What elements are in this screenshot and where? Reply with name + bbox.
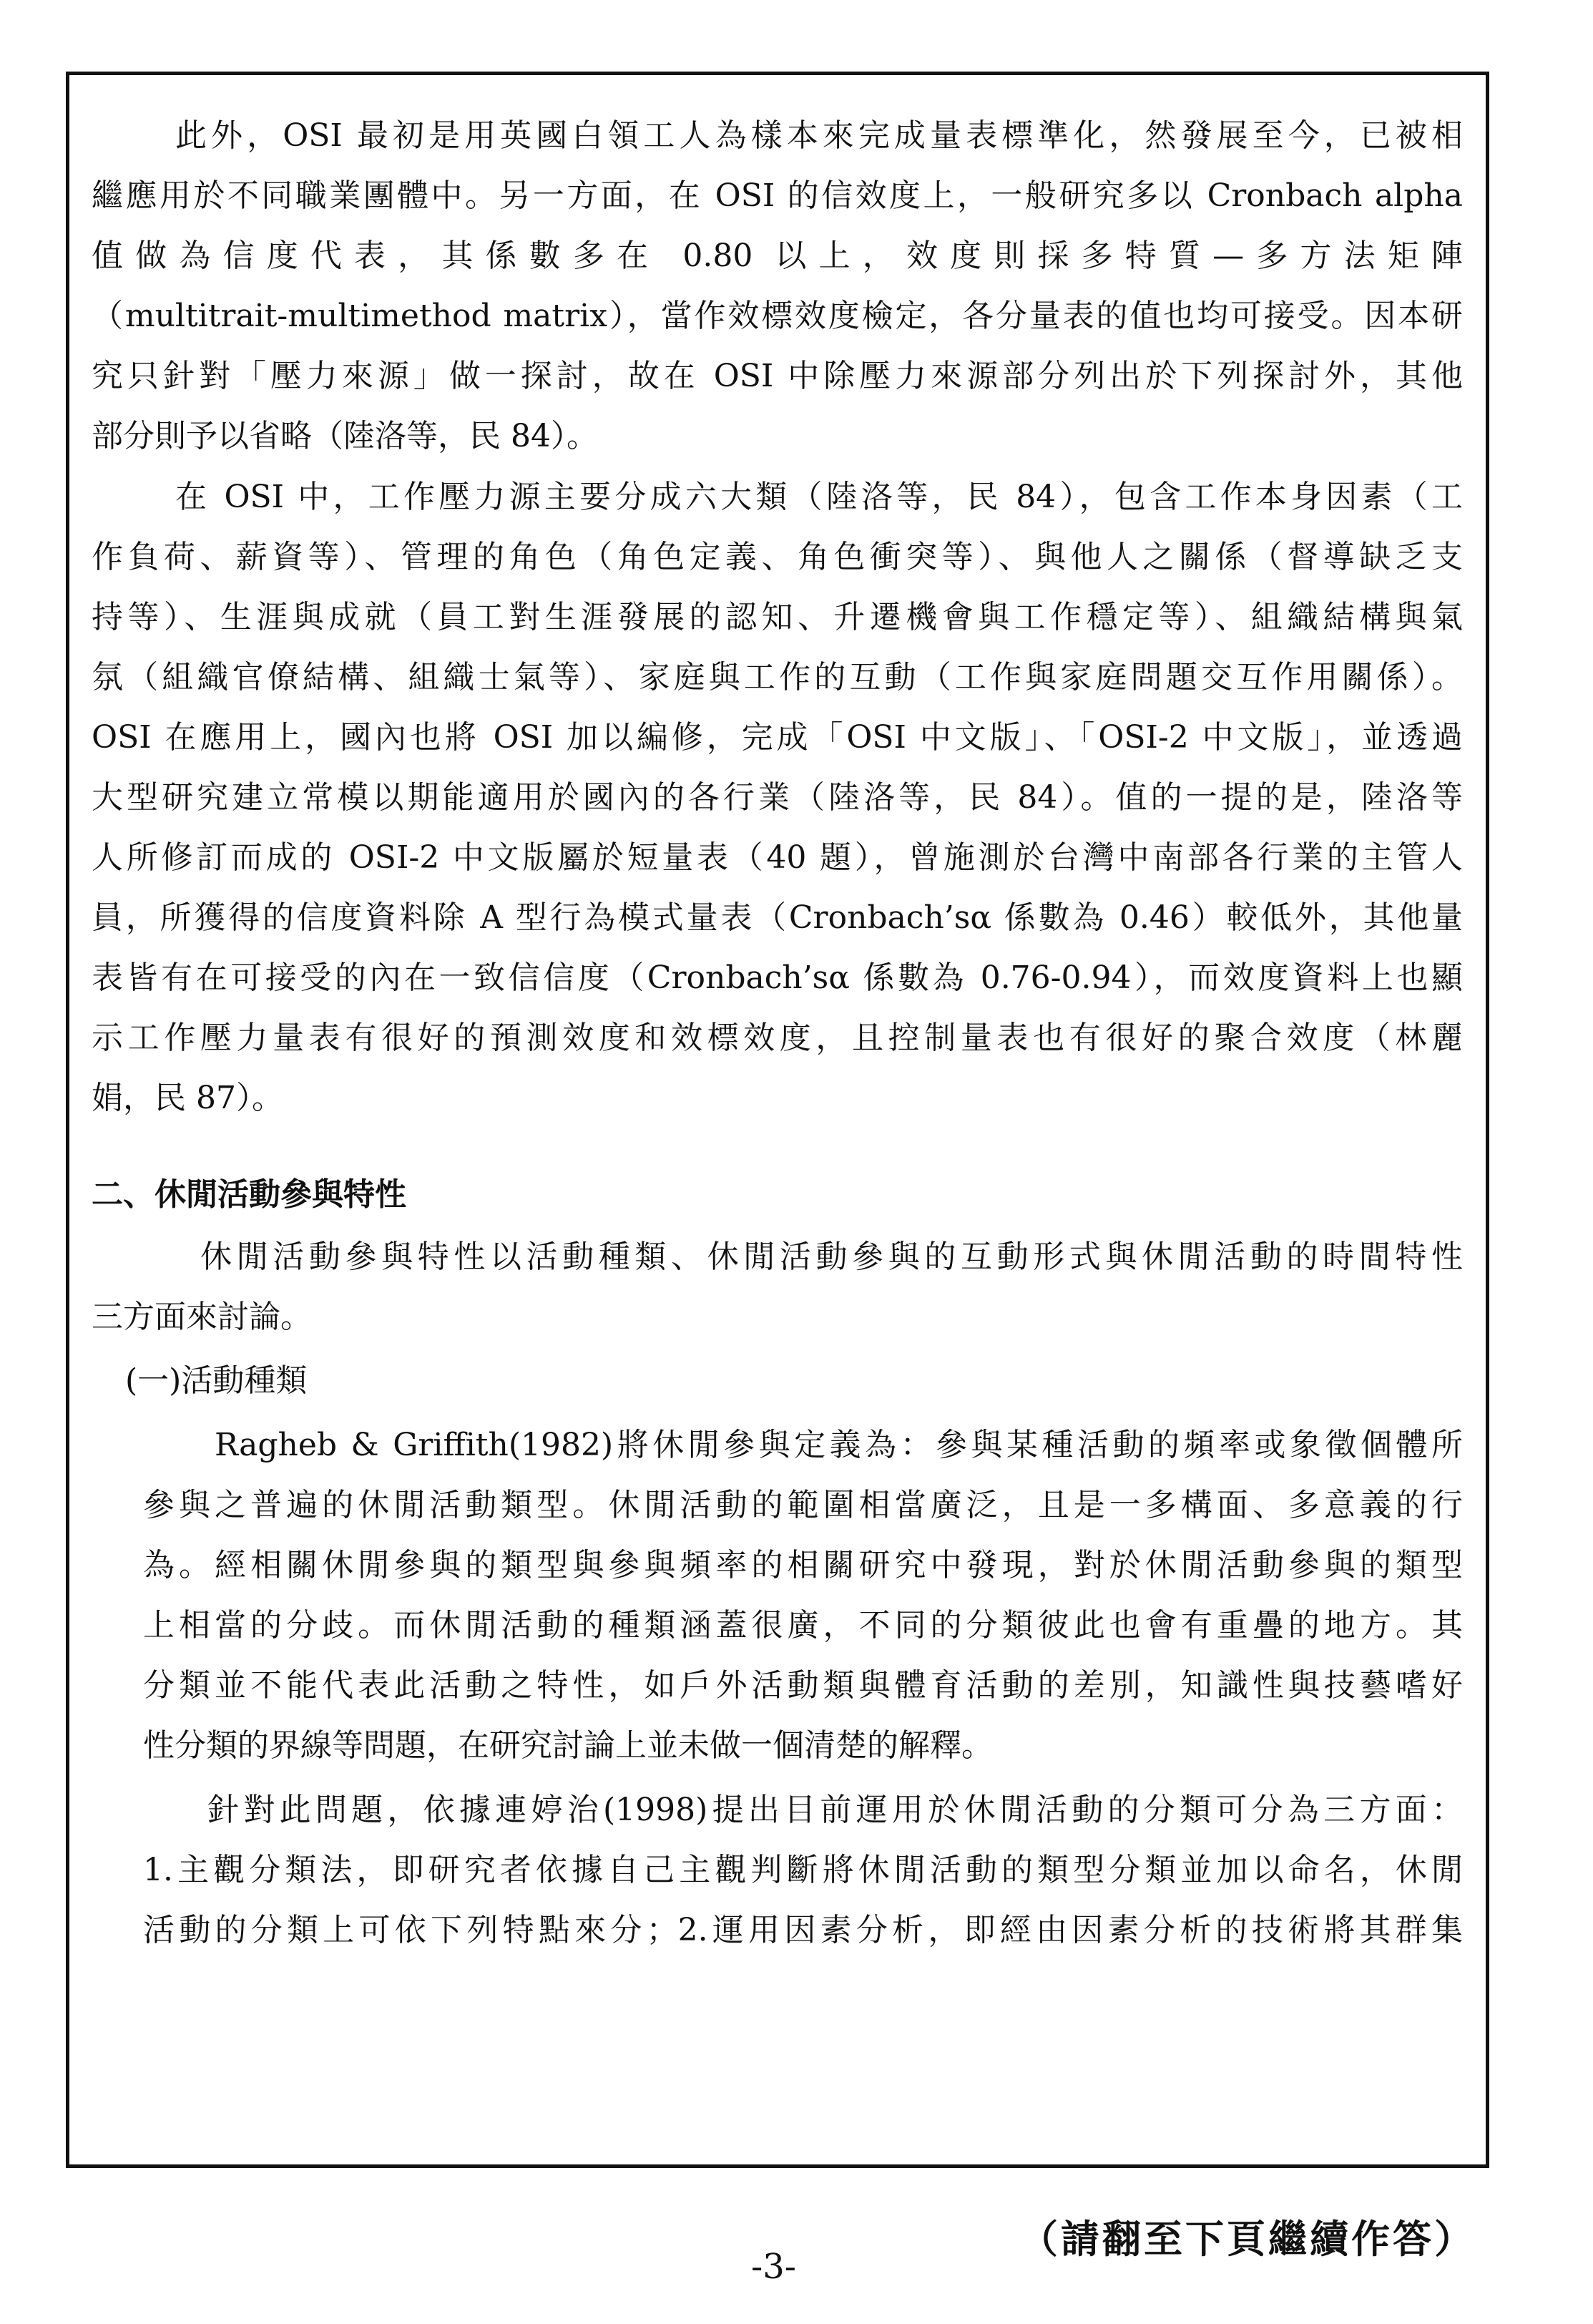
- text-line: 氛（組織官僚結構、組織士氣等）、家庭與工作的互動（工作與家庭問題交互作用關係）。: [92, 659, 1463, 695]
- text-line: 此外，OSI 最初是用英國白領工人為樣本來完成量表標準化，然發展至今，已被相: [175, 117, 1463, 154]
- text-line: OSI 在應用上，國內也將 OSI 加以編修，完成「OSI 中文版」、「OSI-2 中文版」，並透過: [92, 719, 1463, 756]
- text-line: 1.主觀分類法，即研究者依據自己主觀判斷將休閒活動的類型分類並加以命名，休閒: [143, 1852, 1463, 1888]
- text-line: 休閒活動參與特性以活動種類、休閒活動參與的互動形式與休閒活動的時間特性: [200, 1239, 1463, 1275]
- text-line: 上相當的分歧。而休閒活動的種類涵蓋很廣，不同的分類彼此也會有重疊的地方。其: [143, 1607, 1463, 1644]
- text-line: 大型研究建立常模以期能適用於國內的各行業（陸洛等，民 84）。值的一提的是，陸洛等: [92, 779, 1463, 816]
- continue-note: （請翻至下頁繼續作答）: [1019, 2216, 1476, 2262]
- text-line: 性分類的界線等問題，在研究討論上並未做一個清楚的解釋。: [143, 1727, 993, 1764]
- text-line: 表皆有在可接受的內在一致信信度（Cronbach’sα 係數為 0.76-0.94），而效度資料上也顯: [92, 960, 1463, 996]
- subsection-heading: (一)活動種類: [125, 1362, 308, 1399]
- text-line: 作負荷、薪資等）、管理的角色（角色定義、角色衝突等）、與他人之關係（督導缺乏支: [92, 539, 1463, 575]
- section-heading: 二、休閒活動參與特性: [92, 1176, 406, 1213]
- text-line: Ragheb & Griffith(1982)將休閒參與定義為：參與某種活動的頻率或象徵個體所: [215, 1427, 1463, 1463]
- text-line: 針對此問題，依據連婷治(1998)提出目前運用於休閒活動的分類可分為三方面：: [207, 1792, 1463, 1828]
- text-line: 員，所獲得的信度資料除 A 型行為模式量表（Cronbach’sα 係數為 0.46）較低外，其他量: [92, 899, 1463, 936]
- text-line: 為。經相關休閒參與的類型與參與頻率的相關研究中發現，對於休閒活動參與的類型: [143, 1547, 1463, 1583]
- text-line: 在 OSI 中，工作壓力源主要分成六大類（陸洛等，民 84），包含工作本身因素（工: [175, 479, 1463, 515]
- text-line: （multitrait-multimethod matrix），當作效標效度檢定，各分量表的值也均可接受。因本研: [92, 298, 1463, 334]
- text-line: 持等）、生涯與成就（員工對生涯發展的認知、升遷機會與工作穩定等）、組織結構與氣: [92, 599, 1463, 635]
- page-number: -3-: [751, 2247, 796, 2287]
- text-line: 繼應用於不同職業團體中。另一方面，在 OSI 的信效度上，一般研究多以 Cronbach alpha: [92, 177, 1463, 214]
- text-line: 示工作壓力量表有很好的預測效度和效標效度，且控制量表也有很好的聚合效度（林麗: [92, 1020, 1463, 1056]
- text-line: 究只針對「壓力來源」做一探討，故在 OSI 中除壓力來源部分列出於下列探討外，其他: [92, 358, 1463, 394]
- text-line: 娟，民 87）。: [92, 1080, 283, 1116]
- text-line: 部分則予以省略（陸洛等，民 84）。: [92, 418, 598, 454]
- text-line: 參與之普遍的休閒活動類型。休閒活動的範圍相當廣泛，且是一多構面、多意義的行: [143, 1487, 1463, 1523]
- text-line: 值做為信度代表，其係數多在 0.80 以上，效度則採多特質—多方法矩陣: [92, 238, 1463, 274]
- text-line: 分類並不能代表此活動之特性，如戶外活動類與體育活動的差別，知識性與技藝嗜好: [143, 1667, 1463, 1704]
- text-line: 活動的分類上可依下列特點來分；2.運用因素分析，即經由因素分析的技術將其群集: [143, 1912, 1463, 1948]
- text-line: 三方面來討論。: [92, 1299, 312, 1335]
- text-line: 人所修訂而成的 OSI-2 中文版屬於短量表（40 題），曾施測於台灣中南部各行業的主管人: [92, 839, 1463, 876]
